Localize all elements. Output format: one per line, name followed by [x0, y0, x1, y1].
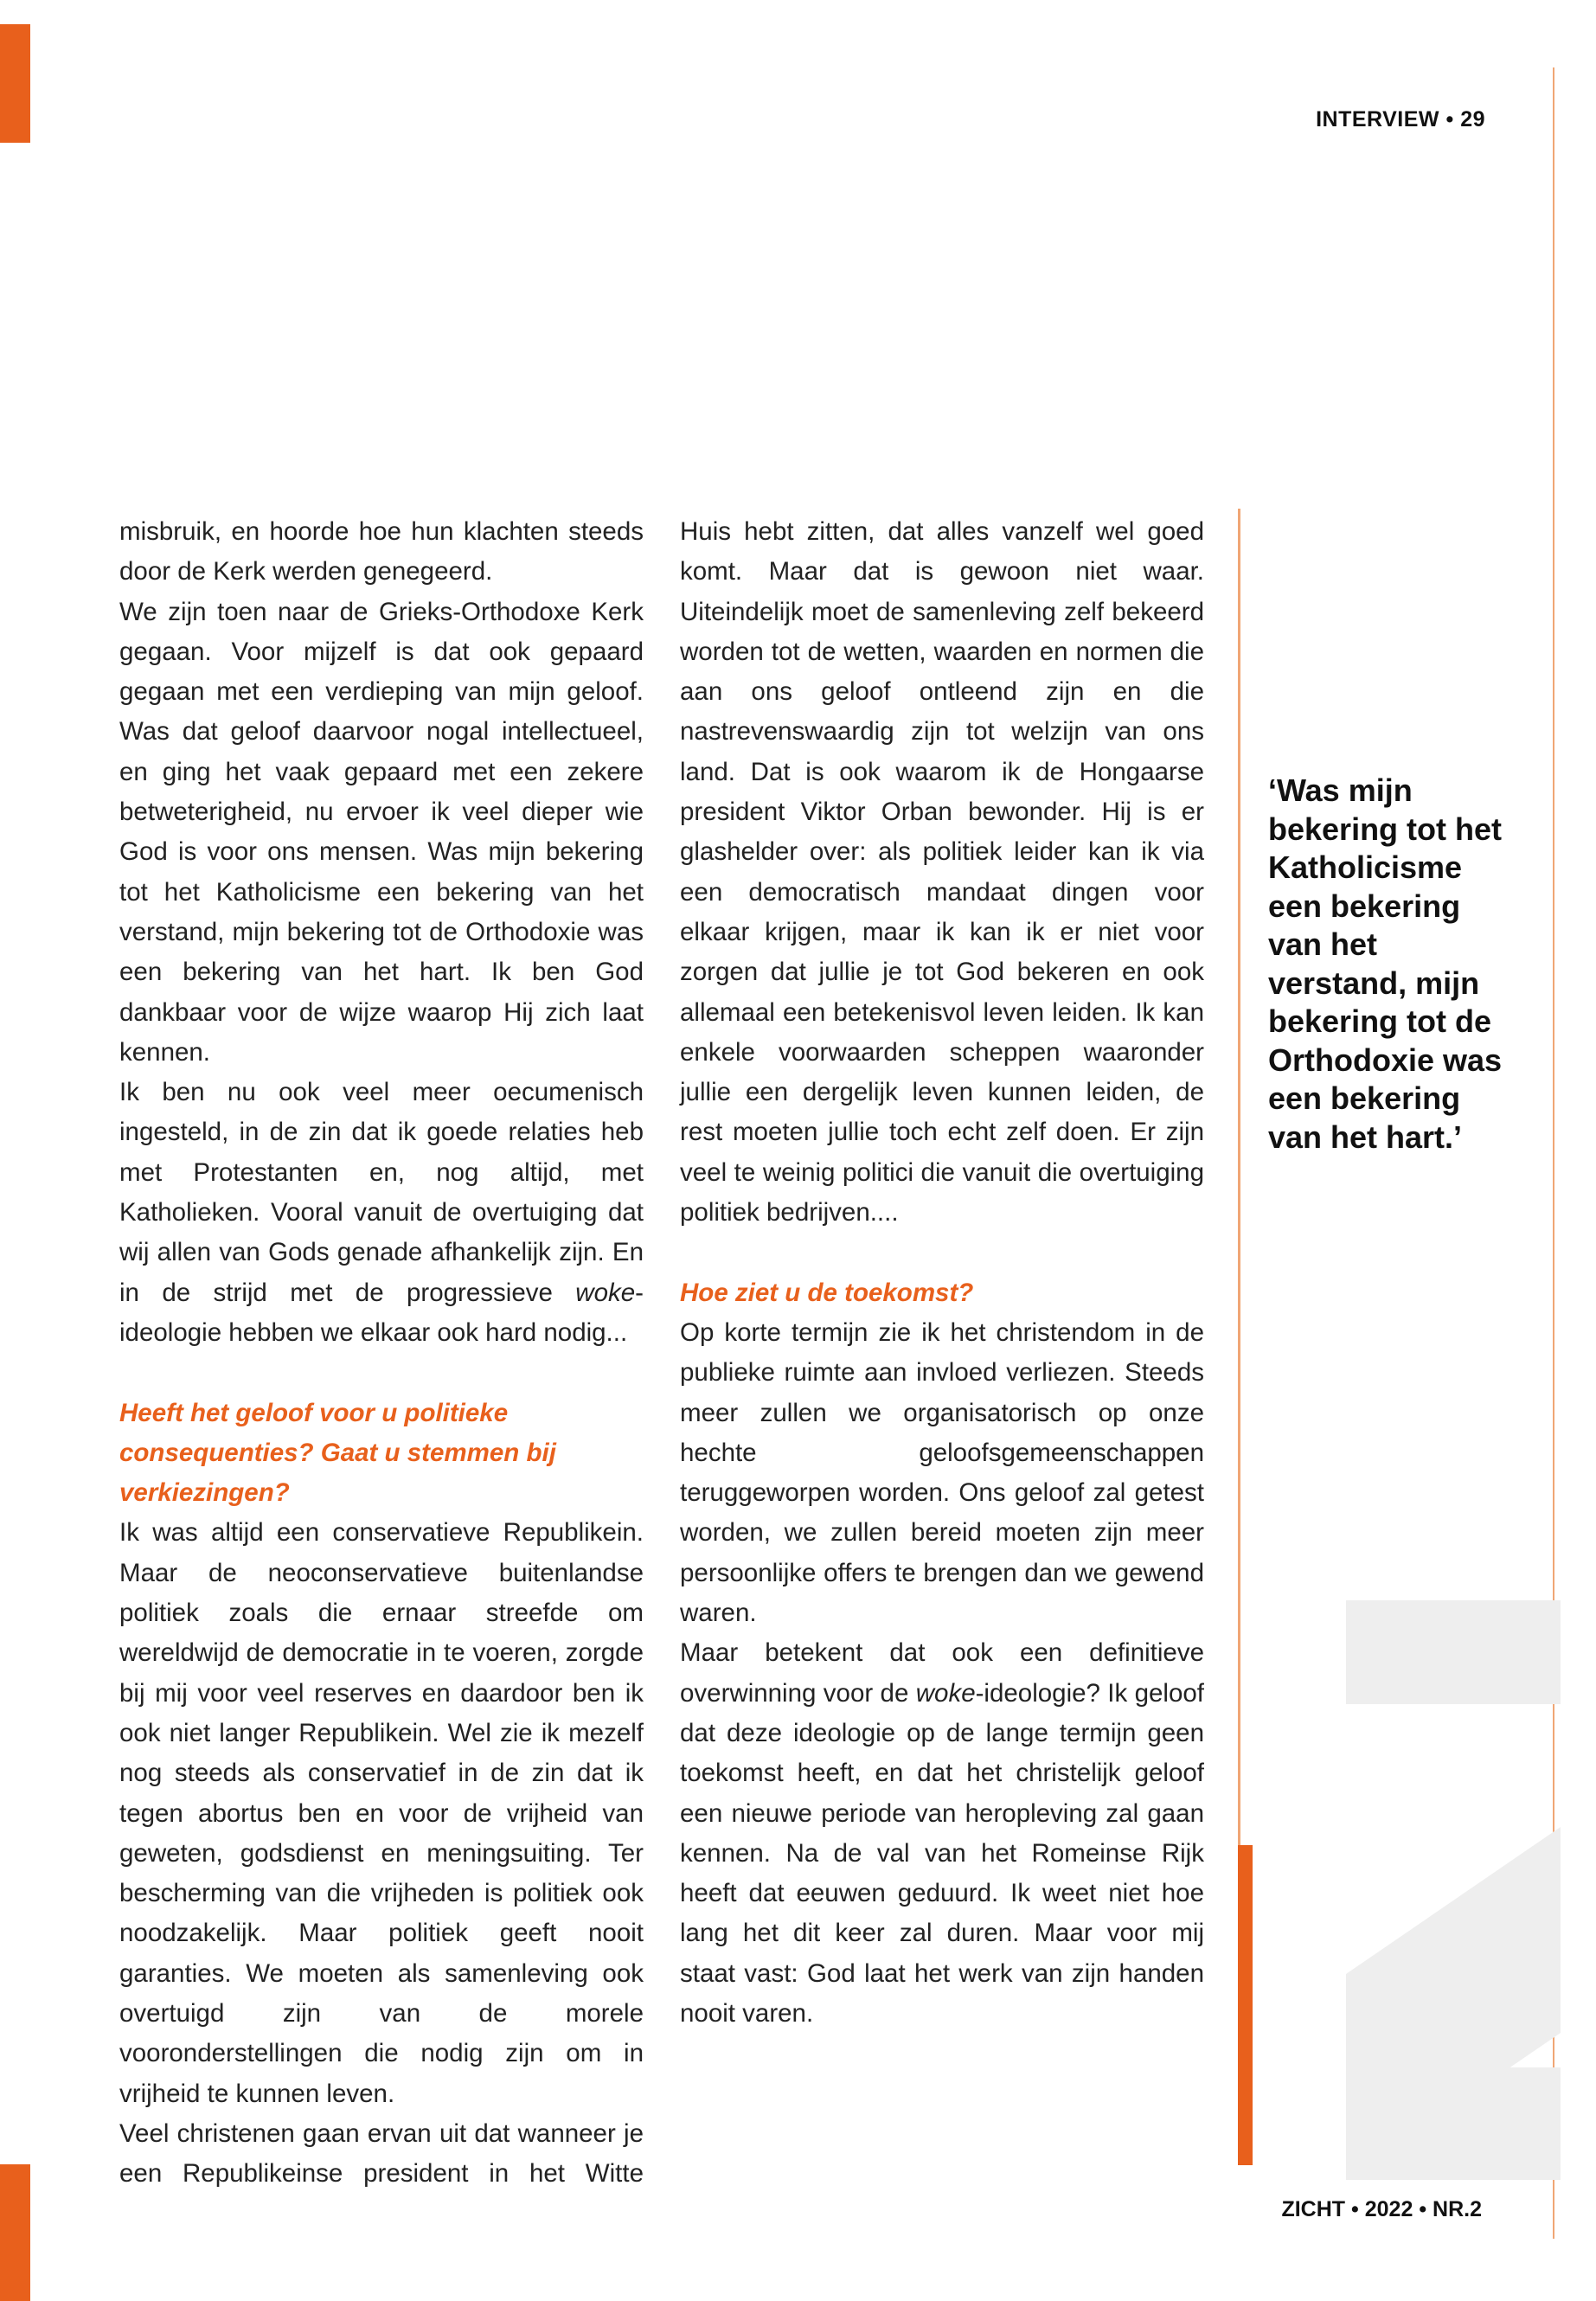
interview-question: Hoe ziet u de toekomst?	[680, 1278, 974, 1307]
paragraph: We zijn toen naar de Grieks-Orthodoxe Kerk gegaan. Voor mijzelf is dat ook gepaard gegaan met een verdieping van mijn geloof. Was dat geloof daarvoor nogal intellectueel, en ging het vaak gepaard met een zekere betweterigheid, nu ervoer ik veel dieper wie God is voor ons mensen. Was mijn bekering tot het Katholicisme een bekering van het verstand, mijn bekering tot de Orthodoxie was een bekering van het hart. Ik ben God dankbaar voor de wijze waarop Hij zich laat kennen.	[119, 597, 644, 1067]
sidebar-rule-thick	[1238, 1845, 1253, 2165]
sidebar-rule-thin	[1238, 509, 1240, 1845]
emphasis: woke	[915, 1678, 976, 1708]
issue-year: 2022	[1364, 2197, 1413, 2221]
paragraph: Huis hebt zitten, dat alles vanzelf wel goed komt. Maar dat is gewoon niet waar. Uiteindelijk moet de samenleving zelf bekeerd worden tot de wetten, waarden en normen die aan ons geloof ontleend zijn en die nastrevenswaardig zijn tot welzijn van ons land. Dat is ook waarom ik de Hongaarse president Viktor Orban bewonder. Hij is er glashelder over: als politiek leider kan ik via een democratisch mandaat dingen voor elkaar krijgen, maar ik kan ik er niet voor zorgen dat jullie je tot God bekeren en ook allemaal een betekenisvol leven leiden. Ik kan enkele voorwaarden scheppen waaronder jullie een dergelijk leven kunnen leiden, de rest moeten jullie toch echt zelf doen. Er zijn veel te weinig politici die vanuit die overtuiging politiek bedrijven....	[680, 517, 1204, 1227]
article-column-left	[119, 512, 644, 2194]
paragraph: Ik was altijd een conservatieve Republikein. Maar de neoconservatieve buitenlandse politiek zoals die ernaar streefde om wereldwijd de democratie in te voeren, zorgde bij mij voor veel reserves en daardoor ben ik ook niet langer Republikein. Wel zie ik mezelf nog steeds als conservatief in de zin dat ik tegen abortus ben en voor de vrijheid van geweten, godsdienst en meningsuiting. Ter bescherming van die vrijheden is politiek ook noodzakelijk. Maar politiek geeft nooit garanties. We moeten als samenleving ook overtuigd zijn van de morele vooronderstellingen die nodig zijn om in vrijheid te kunnen leven.	[119, 1518, 644, 2108]
paragraph: misbruik, en hoorde hoe hun klachten steeds door de Kerk werden genegeerd.	[119, 517, 644, 586]
interview-question: Heeft het geloof voor u politieke consequenties? Gaat u stemmen bij verkiezingen?	[119, 1398, 556, 1508]
page-number: 29	[1460, 107, 1485, 131]
running-footer: ZICHT • 2022 • NR.2	[1281, 2197, 1482, 2221]
z-logo-watermark	[1346, 1600, 1561, 2180]
paragraph: Op korte termijn zie ik het christendom in de publieke ruimte aan invloed verliezen. Steeds meer zullen we organisatorisch op onze hechte geloofsgemeenschappen teruggeworpen worden. Ons geloof zal getest worden, we zullen bereid moeten zijn meer persoonlijke offers te brengen dan we gewend waren.	[680, 1317, 1204, 1628]
paragraph: Maar betekent dat ook een definitieve overwinning voor de woke-ideologie? Ik geloof dat deze ideologie op de lange termijn geen toekomst heeft, en dat het christelijk geloof een nieuwe periode van heropleving zal gaan kennen. Na de val van het Romeinse Rijk heeft dat eeuwen geduurd. Ik weet niet hoe lang het dit keer zal duren. Maar voor mij staat vast: God laat het werk van zijn handen nooit varen.	[680, 1638, 1204, 2028]
header-separator: •	[1445, 107, 1454, 131]
issue-number: NR.2	[1433, 2197, 1482, 2221]
running-header	[1316, 107, 1485, 132]
bottom-edge-tab	[0, 2164, 30, 2301]
paragraph: Ik ben nu ook veel meer oecumenisch ingesteld, in de zin dat ik goede relaties heb met Protestanten en, nog altijd, met Katholieken. Vooral vanuit de overtuiging dat wij allen van Gods genade afhankelijk zijn. En in de strijd met de progressieve woke-ideologie hebben we elkaar ook hard nodig...	[119, 1078, 644, 1347]
pull-quote: ‘Was mijn bekering tot het Katholicisme een bekering van het verstand, mijn bekering tot de Orthodoxie was een bekering van het hart.’	[1268, 772, 1503, 1155]
top-edge-tab	[0, 24, 30, 143]
article-column-right	[680, 512, 1204, 2034]
magazine-name: ZICHT	[1281, 2197, 1346, 2221]
paragraph: Veel christenen gaan ervan uit dat wanneer je een Republikeinse president in het Witte	[119, 2118, 644, 2189]
section-name: INTERVIEW	[1316, 107, 1440, 131]
emphasis: woke	[575, 1278, 636, 1307]
